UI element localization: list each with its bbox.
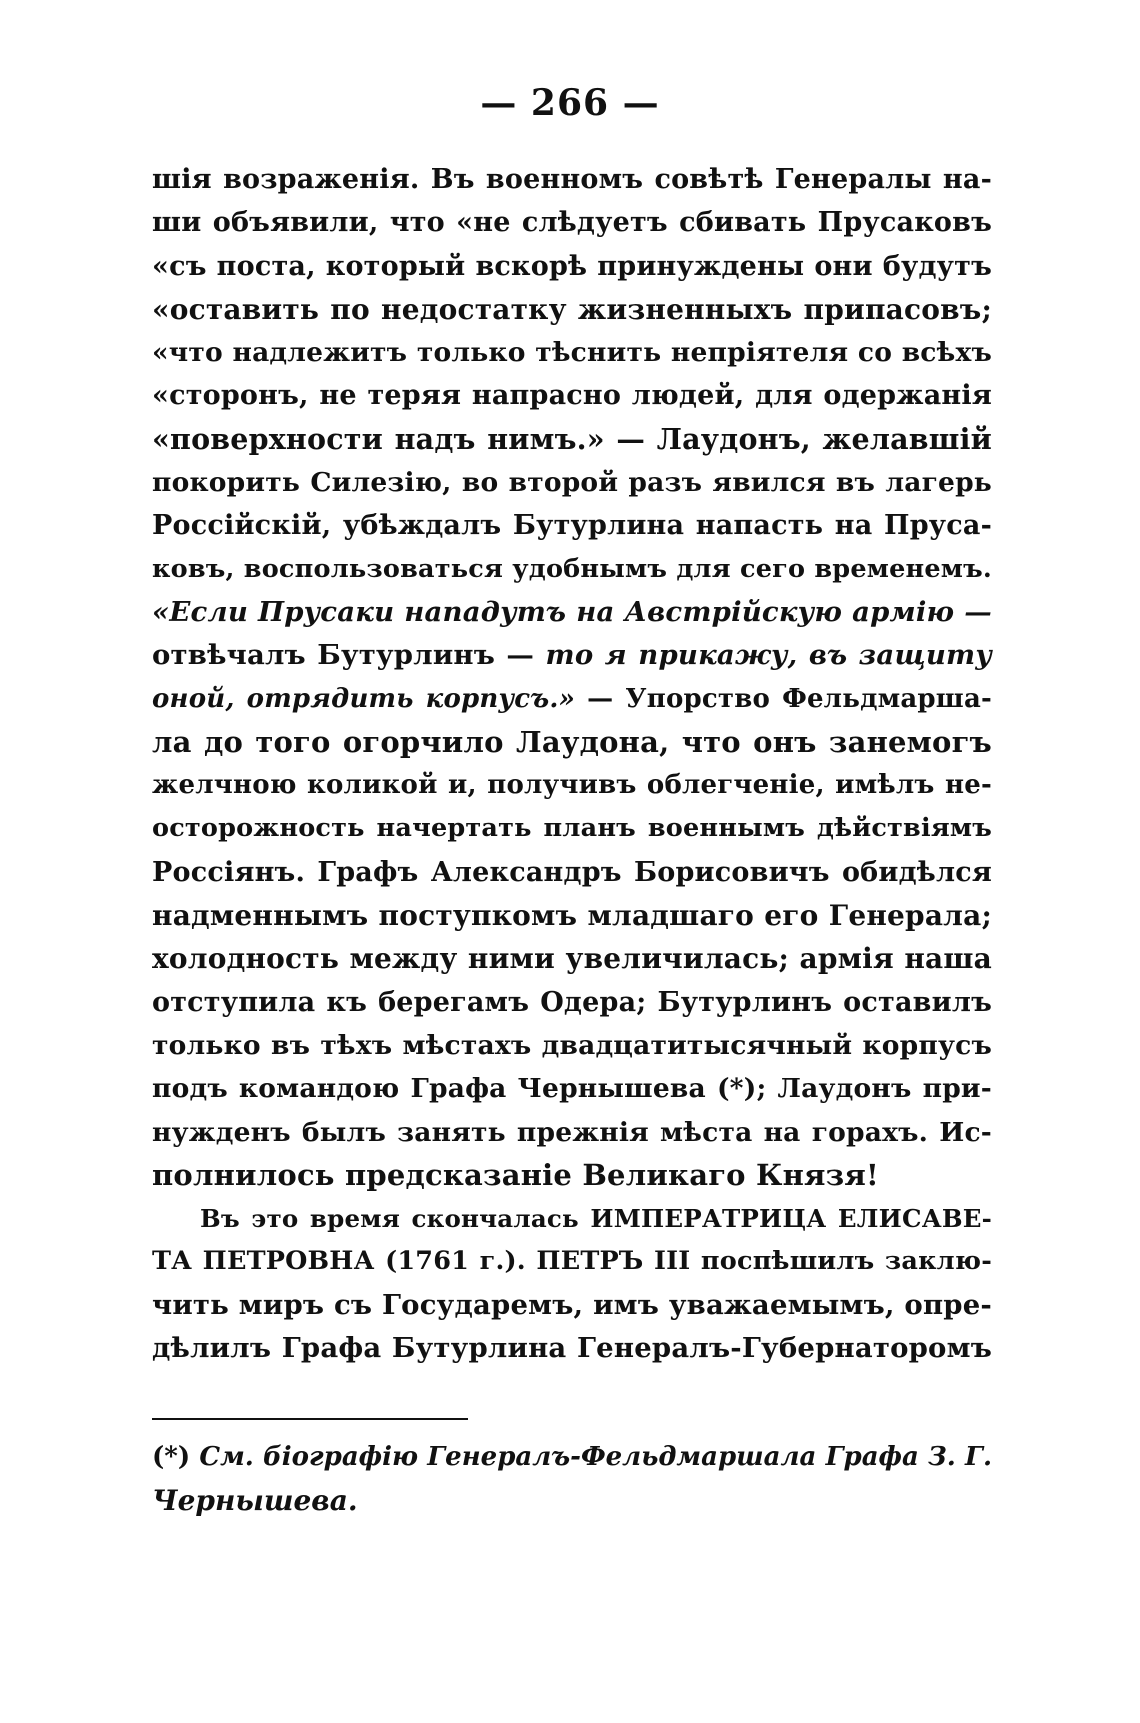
footnote-mark: (*) [152,1442,191,1472]
text-line [152,158,992,201]
text-line [152,1327,992,1370]
text-run: нужденъ былъ занять прежнія мѣста на горахъ. Ис- [152,1116,992,1148]
text-line [152,1197,992,1240]
text-line [152,461,992,504]
text-line [152,937,992,980]
italic-text: оной, отрядить корпусъ.» [152,683,576,714]
text-line [152,548,992,591]
text-line [152,721,992,764]
text-line [152,1284,992,1327]
text-line [152,288,992,331]
text-line [152,678,992,721]
text-line [152,374,992,417]
footnote-text: См. біографію Генералъ-Фельдмаршала Графа З. Г. [199,1442,992,1472]
text-line [152,418,992,461]
text-line [152,894,992,937]
footnote-line [152,1479,992,1522]
text-run: «оставить по недостатку жизненныхъ припасовъ; [152,292,992,326]
text-run: Россіянъ. Графъ Александръ Борисовичъ обидѣлся [152,856,992,888]
text-run: только въ тѣхъ мѣстахъ двадцатитысячный корпусъ [152,1029,992,1061]
text-run: шія возраженія. Въ военномъ совѣтѣ Генералы на- [152,164,992,195]
text-line [152,634,992,677]
text-run: Въ это время скончалась ИМПЕРАТРИЦА ЕЛИСАВЕ- [200,1204,992,1234]
text-line [152,1111,992,1154]
text-run: «сторонъ, не теряя напрасно людей, для одержанія [152,380,992,412]
text-line [152,807,992,850]
text-line [152,764,992,807]
text-line [152,981,992,1024]
text-run: чить миръ съ Государемъ, имъ уважаемымъ, опре- [152,1288,993,1321]
text-run: желчною коликой и, получивъ облегченіе, имѣлъ не- [152,770,992,801]
text-run: ла до того огорчило Лаудона, что онъ занемогъ [152,724,992,759]
text-run: отступила къ берегамъ Одера; Бутурлинъ оставилъ [152,986,992,1018]
text-line [152,851,992,894]
text-run: осторожность начертать планъ военнымъ дѣйствіямъ [152,813,992,844]
italic-text: то я прикажу, въ защиту [545,639,992,672]
text-run: — Упорство Фельдмарша- [575,683,992,714]
text-line [152,1024,992,1067]
footnote-line [152,1436,992,1479]
italic-text: «Если Прусаки нападутъ на Австрійскую армію — [152,595,992,628]
text-run: ТА ПЕТРОВНА (1761 г.). ПЕТРЪ III поспѣшилъ заклю- [152,1246,992,1277]
text-run: полнилось предсказаніе Великаго Князя! [152,1157,879,1192]
text-line [152,201,992,244]
text-run: покорить Силезію, во второй разъ явился въ лагерь [152,467,992,499]
text-run: «поверхности надъ нимъ.» — Лаудонъ, желавшій [152,421,992,456]
page-number: — 266 — [480,82,660,124]
footnote [152,1436,992,1522]
text-run: «съ поста, который вскорѣ принуждены они будутъ [152,250,992,282]
text-run: дѣлилъ Графа Бутурлина Генералъ-Губернаторомъ [152,1332,992,1365]
text-line [152,1240,992,1283]
text-run: «что надлежитъ только тѣснить непріятеля со всѣхъ [152,337,992,369]
text-run: ши объявили, что «не слѣдуетъ сбивать Прусаковъ [152,207,992,239]
text-line [152,1067,992,1110]
footnote-text: Чернышева. [152,1484,358,1517]
text-run: надменнымъ поступкомъ младшаго его Генерала; [152,899,992,933]
text-line [152,1154,992,1197]
text-run: Россійскій, убѣждалъ Бутурлина напасть на Пруса- [152,510,992,542]
text-line [152,245,992,288]
body-text [152,158,992,1370]
text-line [152,591,992,634]
text-run: подъ командою Графа Чернышева (*); Лаудонъ при- [152,1073,992,1105]
text-run: холодность между ними увеличилась; армія наша [152,942,992,976]
text-line [152,331,992,374]
text-run: ковъ, воспользоваться удобнымъ для сего временемъ. [152,553,992,584]
text-line [152,504,992,547]
footnote-separator [152,1418,468,1420]
text-run: отвѣчалъ Бутурлинъ — [152,639,546,672]
